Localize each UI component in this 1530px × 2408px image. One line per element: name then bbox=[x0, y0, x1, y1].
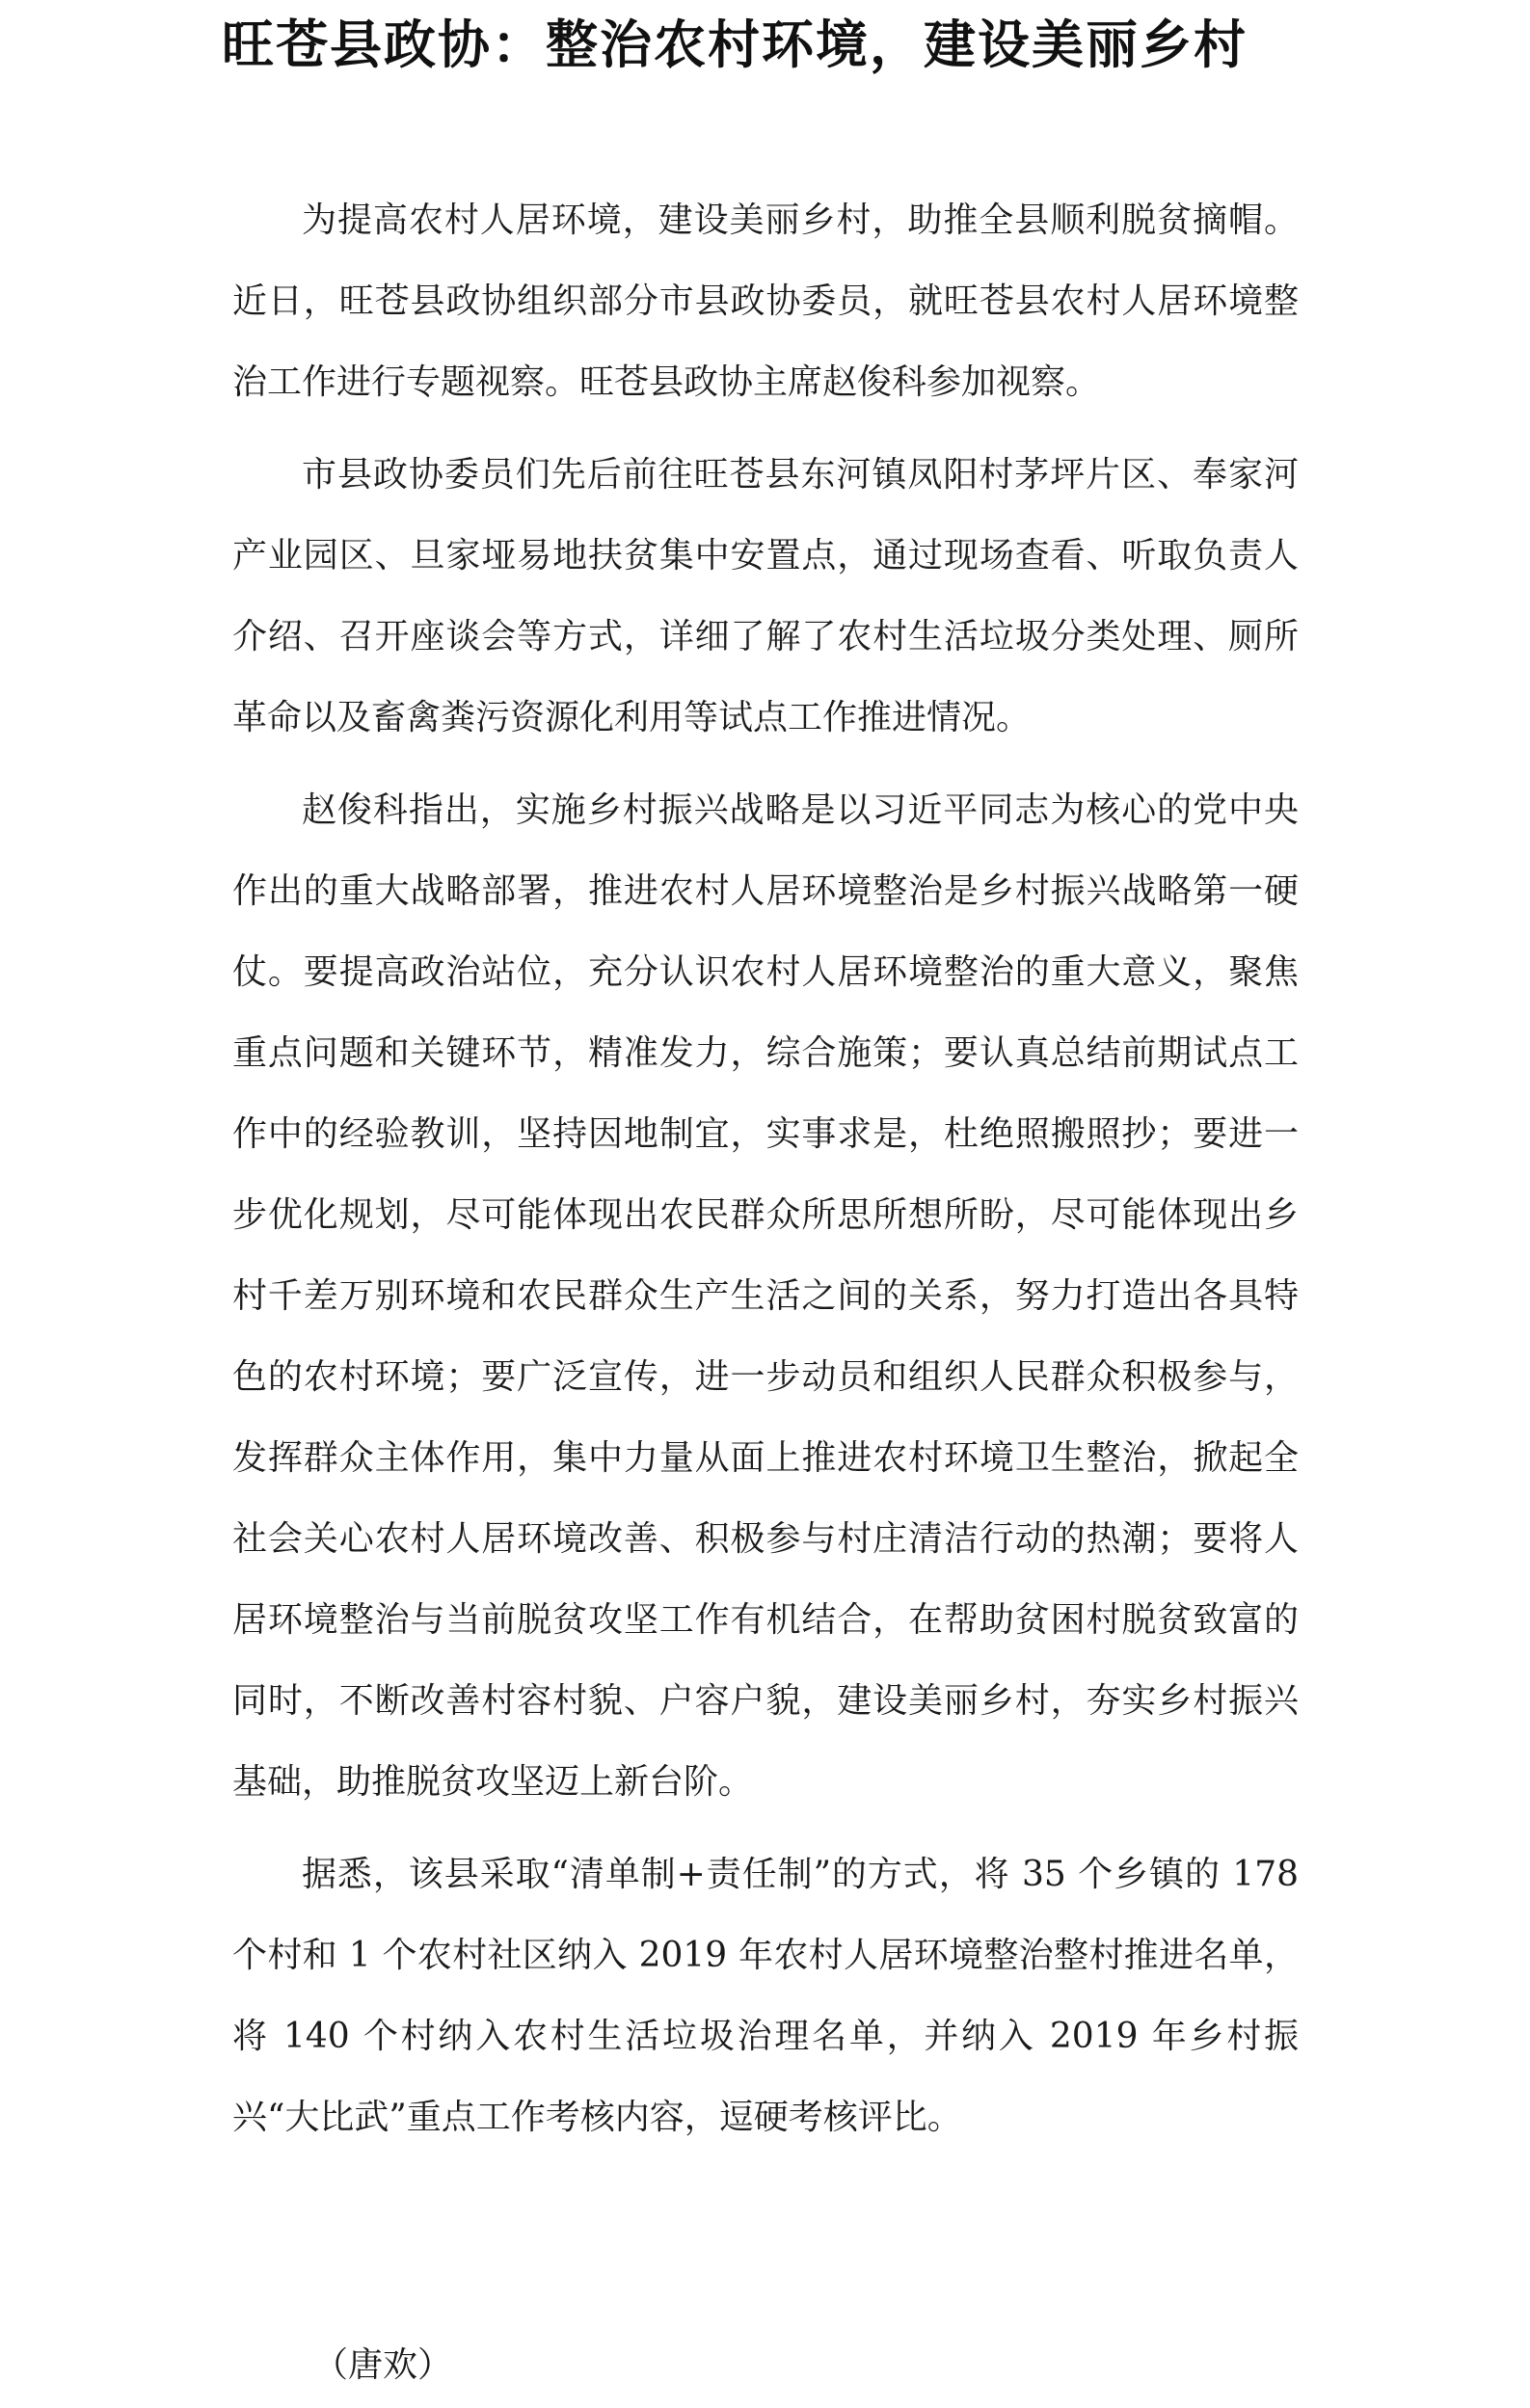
paragraph-intro: 为提高农村人居环境，建设美丽乡村，助推全县顺利脱贫摘帽。近日，旺苍县政协组织部分市县政协委员，就旺苍县农村人居环境整治工作进行专题视察。旺苍县政协主席赵俊科参加视察。 bbox=[232, 201, 1299, 402]
paragraph-remarks: 赵俊科指出，实施乡村振兴战略是以习近平同志为核心的党中央作出的重大战略部署，推进农村人居环境整治是乡村振兴战略第一硬仗。要提高政治站位，充分认识农村人居环境整治的重大意义，聚焦重点问题和关键环节，精准发力，综合施策；要认真总结前期试点工作中的经验教训，坚持因地制宜，实事求是，杜绝照搬照抄；要进一步优化规划，尽可能体现出农民群众所思所想所盼，尽可能体现出乡村千差万别环境和农民群众生产生活之间的关系，努力打造出各具特色的农村环境；要广泛宣传，进一步动员和组织人民群众积极参与，发挥群众主体作用，集中力量从面上推进农村环境卫生整治，掀起全社会关心农村人居环境改善、积极参与村庄清洁行动的热潮；要将人居环境整治与当前脱贫攻坚工作有机结合，在帮助贫困村脱贫致富的同时，不断改善村容村貌、户容户貌，建设美丽乡村，夯实乡村振兴基础，助推脱贫攻坚迈上新台阶。 bbox=[232, 790, 1299, 1802]
paragraph-inspection: 市县政协委员们先后前往旺苍县东河镇凤阳村茅坪片区、奉家河产业园区、旦家垭易地扶贫集中安置点，通过现场查看、听取负责人介绍、召开座谈会等方式，详细了解了农村生活垃圾分类处理、厕所革命以及畜禽粪污资源化利用等试点工作推进情况。 bbox=[232, 455, 1299, 737]
paragraph-summary: 据悉，该县采取“清单制+责任制”的方式，将 35 个乡镇的 178 个村和 1 个农村社区纳入 2019 年农村人居环境整治整村推进名单，将 140 个村纳入农村生活垃圾治理名单，并纳入 2019 年乡村振兴“大比武”重点工作考核内容，逗硬考核评比。 bbox=[232, 1855, 1299, 2137]
article-title: 旺苍县政协：整治农村环境，建设美丽乡村 bbox=[222, 13, 1248, 75]
article-body bbox=[232, 180, 1299, 2158]
author-byline: （唐欢） bbox=[313, 2345, 453, 2385]
